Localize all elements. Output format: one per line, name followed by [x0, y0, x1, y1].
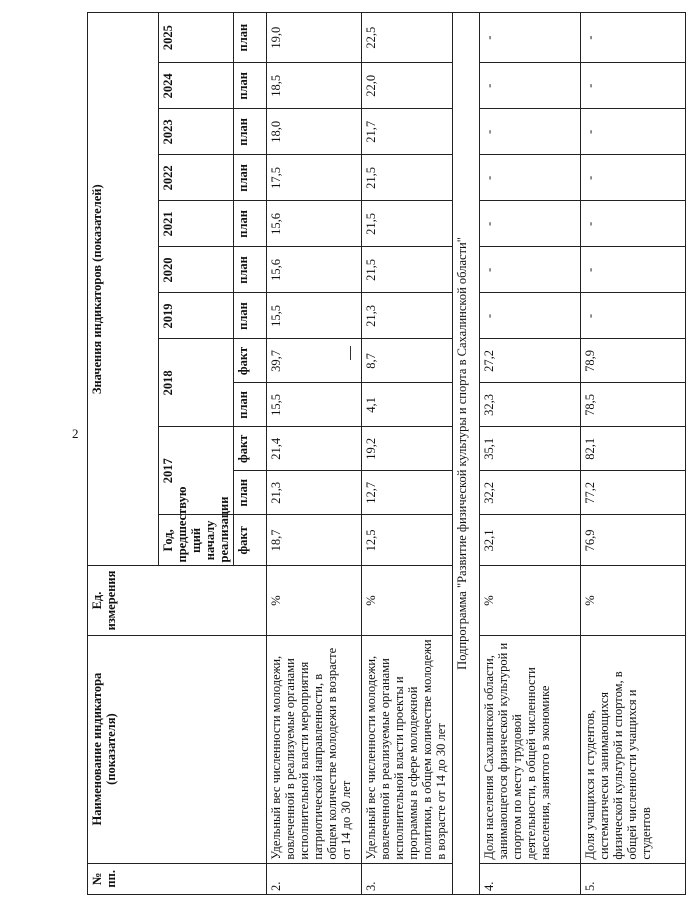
value-cell: -: [480, 63, 581, 109]
value-cell: 21,5: [362, 155, 453, 201]
table-row: [480, 13, 581, 895]
value-cell: -: [480, 201, 581, 247]
value-cell: 15,5: [267, 383, 362, 427]
header-year-2018: 2018: [159, 339, 234, 427]
value-cell: -: [581, 155, 686, 201]
value-cell: -: [480, 155, 581, 201]
value-cell: -: [480, 109, 581, 155]
header-values-group: Значения индикаторов (показателей): [88, 13, 159, 567]
value-cell: 32,1: [480, 515, 581, 566]
value-cell: 21,4: [267, 427, 362, 471]
header-type: факт: [234, 339, 267, 383]
header-year-2017: 2017: [159, 427, 234, 515]
header-type: факт: [234, 515, 267, 566]
value-cell: 35,1: [480, 427, 581, 471]
indicator-name: Удельный вес численности молодежи, вовлеченной в реализуемые органами исполнительной власти проекты и программы в сфере молодежной политики, в общем количестве молодежи в возрасте от 14 до 30 лет: [362, 635, 453, 863]
value-cell: 22,0: [362, 63, 453, 109]
value-cell: 21,3: [267, 471, 362, 515]
value-cell: 27,2: [480, 339, 581, 383]
header-no: № пп.: [88, 863, 267, 894]
header-type: факт: [234, 427, 267, 471]
value-cell: -: [480, 293, 581, 339]
value-cell: 77,2: [581, 471, 686, 515]
header-type: план: [234, 383, 267, 427]
value-cell: 15,6: [267, 201, 362, 247]
indicator-name: Доля учащихся и студентов, систематически занимающихся физической культурой и спортом, в общей численности учащихся и студентов: [581, 635, 686, 863]
value-cell: 15,6: [267, 247, 362, 293]
row-number: 5.: [581, 863, 686, 894]
value-cell: -: [581, 247, 686, 293]
header-year-2022: 2022: [159, 155, 234, 201]
header-year-2025: 2025: [159, 13, 234, 63]
header-unit: Ед. измерения: [88, 566, 267, 635]
value-cell: 78,9: [581, 339, 686, 383]
value-cell: 19,0: [267, 13, 362, 63]
value-cell: 76,9: [581, 515, 686, 566]
header-type: план: [234, 201, 267, 247]
rotated-table-container: [87, 12, 653, 895]
value-cell: 8,7: [362, 339, 453, 383]
value-cell: 21,5: [362, 201, 453, 247]
table-row: [362, 13, 453, 895]
unit-cell: %: [581, 566, 686, 635]
header-name: Наименование индикатора (показателя): [88, 635, 267, 863]
value-cell: -: [581, 293, 686, 339]
page-number: 2: [72, 426, 79, 441]
value-cell: 21,7: [362, 109, 453, 155]
value-cell: 78,5: [581, 383, 686, 427]
indicators-table: [87, 12, 686, 895]
value-cell: 12,7: [362, 471, 453, 515]
header-type: план: [234, 471, 267, 515]
header-type: план: [234, 247, 267, 293]
value-cell: 18,7: [267, 515, 362, 566]
table-row: [581, 13, 686, 895]
row-number: 3.: [362, 863, 453, 894]
header-base-year: Год, предшествую щий началу реализации: [159, 515, 234, 566]
header-type: план: [234, 13, 267, 63]
header-year-2020: 2020: [159, 247, 234, 293]
value-cell: -: [581, 63, 686, 109]
value-cell: 18,5: [267, 63, 362, 109]
row-number: 2.: [267, 863, 362, 894]
value-cell: 32,3: [480, 383, 581, 427]
value-cell: -: [480, 247, 581, 293]
table-row: [267, 13, 362, 895]
unit-cell: %: [362, 566, 453, 635]
value-cell: 39,7: [267, 339, 362, 383]
header-type: план: [234, 109, 267, 155]
value-cell: 82,1: [581, 427, 686, 471]
value-cell: 17,5: [267, 155, 362, 201]
header-type: план: [234, 293, 267, 339]
header-year-2024: 2024: [159, 63, 234, 109]
row-number: 4.: [480, 863, 581, 894]
value-cell: 19,2: [362, 427, 453, 471]
value-cell: -: [581, 13, 686, 63]
unit-cell: %: [267, 566, 362, 635]
subprogram-row: [453, 13, 480, 895]
indicator-name: Удельный вес численности молодежи, вовлеченной в реализуемые органами исполнительной власти мероприятия патриотической направленности, в общем количестве молодежи в возрасте от 14 до 30 лет: [267, 635, 362, 863]
header-year-2023: 2023: [159, 109, 234, 155]
value-cell: -: [581, 201, 686, 247]
value-cell: -: [581, 109, 686, 155]
header-year-2019: 2019: [159, 293, 234, 339]
value-cell: 18,0: [267, 109, 362, 155]
indicator-name: Доля населения Сахалинской области, занимающегося физической культурой и спортом по месту трудовой деятельности, в общей численности населения, занятого в экономике: [480, 635, 581, 863]
header-year-2021: 2021: [159, 201, 234, 247]
unit-cell: %: [480, 566, 581, 635]
value-cell: 32,2: [480, 471, 581, 515]
value-cell: 21,3: [362, 293, 453, 339]
subprogram-title: Подпрограмма "Развитие физической культуры и спорта в Сахалинской области": [453, 13, 480, 895]
value-cell: -: [480, 13, 581, 63]
header-type: план: [234, 155, 267, 201]
value-cell: 22,5: [362, 13, 453, 63]
value-cell: 21,5: [362, 247, 453, 293]
header-row-1: [88, 13, 159, 895]
value-cell: 15,5: [267, 293, 362, 339]
header-type: план: [234, 63, 267, 109]
value-cell: 12,5: [362, 515, 453, 566]
value-cell: 4,1: [362, 383, 453, 427]
